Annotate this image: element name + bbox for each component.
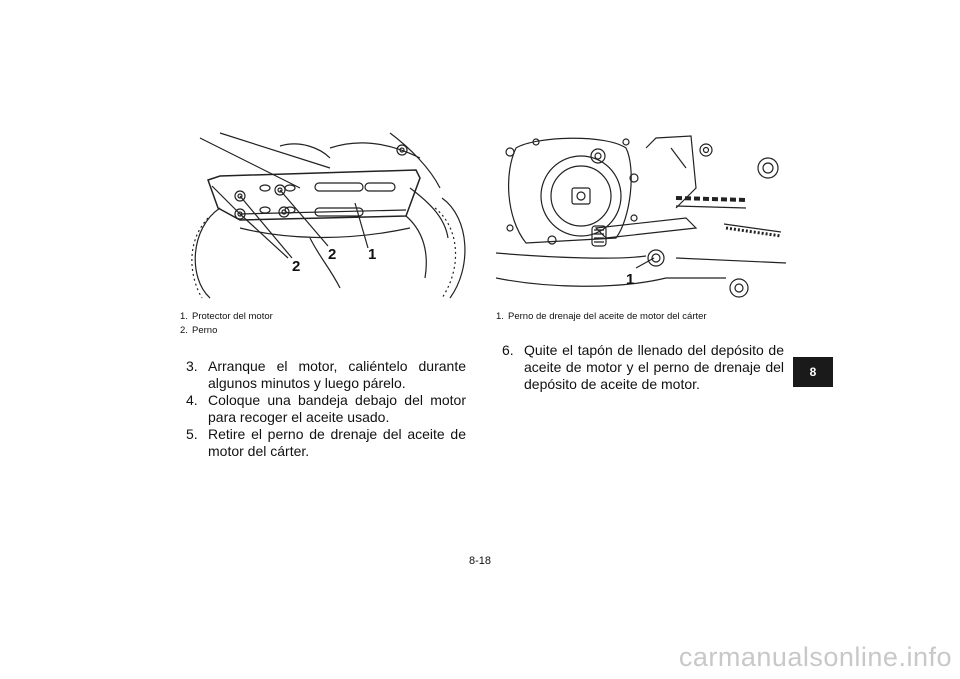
instruction-step: 3. Arranque el motor, caliéntelo durante algunos minutos y luego párelo. (186, 358, 466, 391)
drain-bolt-illustration (496, 128, 788, 300)
callout-bolt-b: 2 (328, 246, 337, 263)
watermark: carmanualsonline.info (678, 642, 952, 672)
chapter-tab: 8 (793, 357, 833, 387)
caption-item: 1. Perno de drenaje del aceite de motor del cárter (496, 311, 707, 322)
instruction-list-left (186, 358, 466, 460)
figure-caption-left (180, 310, 273, 338)
instruction-step: 4. Coloque una bandeja debajo del motor para recoger el aceite usado. (186, 392, 466, 425)
caption-item: 1. Protector del motor (180, 311, 273, 322)
callout-guard: 1 (368, 246, 377, 263)
callout-drain-bolt: 1 (626, 271, 635, 288)
engine-guard-illustration (180, 128, 468, 300)
instruction-step: 6. Quite el tapón de llenado del depósito de aceite de motor y el perno de drenaje del depósito de aceite de motor. (502, 342, 784, 392)
page-number: 8-18 (468, 555, 492, 567)
caption-item: 2. Perno (180, 325, 218, 336)
instruction-step: 5. Retire el perno de drenaje del aceite de motor del cárter. (186, 426, 466, 459)
instruction-list-right (502, 342, 784, 393)
callout-bolt-a: 2 (292, 258, 301, 275)
figure-caption-right (496, 310, 707, 324)
